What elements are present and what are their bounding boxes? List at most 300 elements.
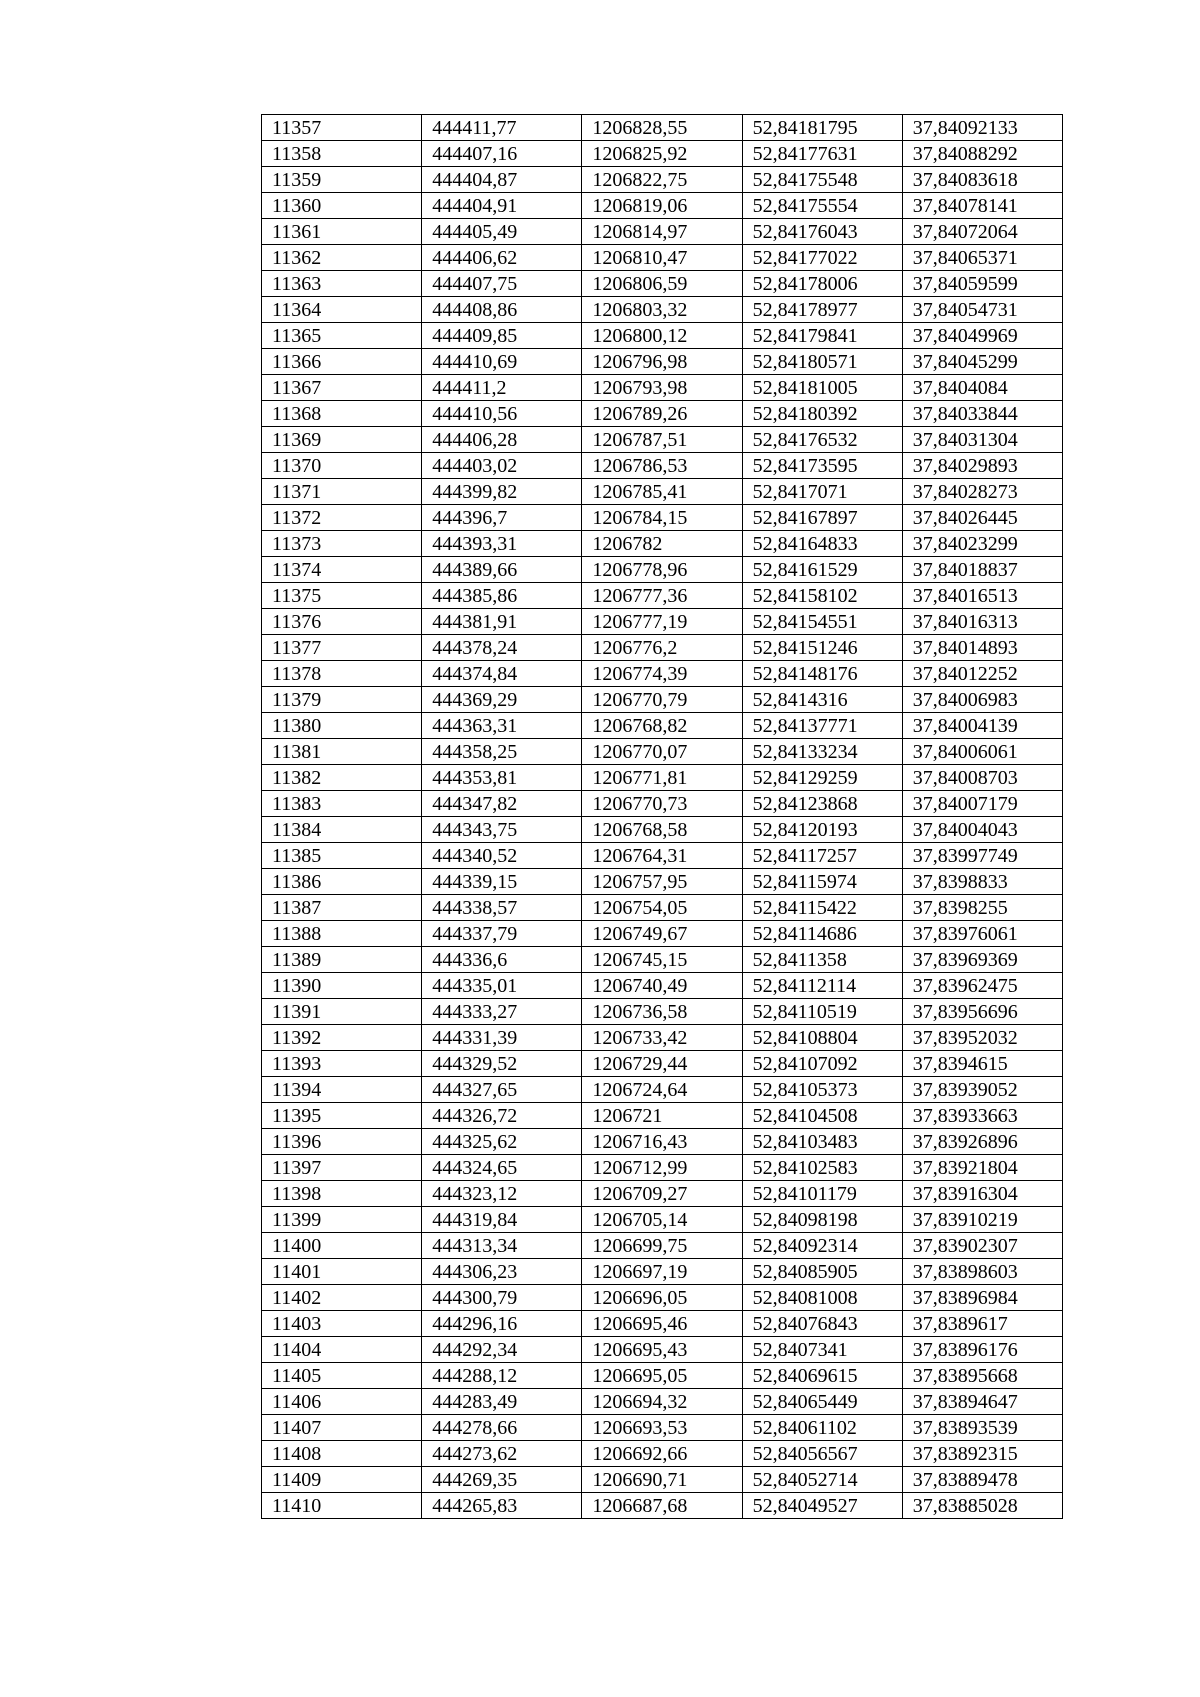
table-row	[262, 1285, 1063, 1311]
latitude-cell: 52,84065449	[742, 1389, 902, 1415]
point-number-cell: 11400	[262, 1233, 422, 1259]
x-coordinate-cell: 444313,34	[422, 1233, 582, 1259]
latitude-cell: 52,84115422	[742, 895, 902, 921]
x-coordinate-cell: 444278,66	[422, 1415, 582, 1441]
point-number-cell: 11366	[262, 349, 422, 375]
y-coordinate-cell: 1206777,36	[582, 583, 742, 609]
longitude-cell: 37,84018837	[902, 557, 1062, 583]
point-number-cell: 11360	[262, 193, 422, 219]
longitude-cell: 37,84049969	[902, 323, 1062, 349]
latitude-cell: 52,84092314	[742, 1233, 902, 1259]
latitude-cell: 52,84180392	[742, 401, 902, 427]
longitude-cell: 37,84004139	[902, 713, 1062, 739]
table-row	[262, 843, 1063, 869]
longitude-cell: 37,8398833	[902, 869, 1062, 895]
latitude-cell: 52,84098198	[742, 1207, 902, 1233]
table-row	[262, 1493, 1063, 1519]
latitude-cell: 52,84061102	[742, 1415, 902, 1441]
table-row	[262, 583, 1063, 609]
latitude-cell: 52,84137771	[742, 713, 902, 739]
x-coordinate-cell: 444369,29	[422, 687, 582, 713]
y-coordinate-cell: 1206776,2	[582, 635, 742, 661]
x-coordinate-cell: 444385,86	[422, 583, 582, 609]
longitude-cell: 37,84065371	[902, 245, 1062, 271]
x-coordinate-cell: 444319,84	[422, 1207, 582, 1233]
y-coordinate-cell: 1206692,66	[582, 1441, 742, 1467]
y-coordinate-cell: 1206764,31	[582, 843, 742, 869]
x-coordinate-cell: 444269,35	[422, 1467, 582, 1493]
coordinates-table	[261, 114, 1063, 1519]
x-coordinate-cell: 444324,65	[422, 1155, 582, 1181]
longitude-cell: 37,83939052	[902, 1077, 1062, 1103]
longitude-cell: 37,8389617	[902, 1311, 1062, 1337]
y-coordinate-cell: 1206757,95	[582, 869, 742, 895]
latitude-cell: 52,84178006	[742, 271, 902, 297]
longitude-cell: 37,83910219	[902, 1207, 1062, 1233]
x-coordinate-cell: 444336,6	[422, 947, 582, 973]
table-row	[262, 1415, 1063, 1441]
y-coordinate-cell: 1206699,75	[582, 1233, 742, 1259]
latitude-cell: 52,84117257	[742, 843, 902, 869]
point-number-cell: 11372	[262, 505, 422, 531]
x-coordinate-cell: 444396,7	[422, 505, 582, 531]
x-coordinate-cell: 444333,27	[422, 999, 582, 1025]
point-number-cell: 11358	[262, 141, 422, 167]
point-number-cell: 11395	[262, 1103, 422, 1129]
y-coordinate-cell: 1206721	[582, 1103, 742, 1129]
y-coordinate-cell: 1206712,99	[582, 1155, 742, 1181]
latitude-cell: 52,84110519	[742, 999, 902, 1025]
x-coordinate-cell: 444306,23	[422, 1259, 582, 1285]
point-number-cell: 11393	[262, 1051, 422, 1077]
table-row	[262, 1337, 1063, 1363]
longitude-cell: 37,83962475	[902, 973, 1062, 999]
x-coordinate-cell: 444273,62	[422, 1441, 582, 1467]
table-row	[262, 947, 1063, 973]
longitude-cell: 37,84016513	[902, 583, 1062, 609]
longitude-cell: 37,83933663	[902, 1103, 1062, 1129]
x-coordinate-cell: 444399,82	[422, 479, 582, 505]
y-coordinate-cell: 1206819,06	[582, 193, 742, 219]
longitude-cell: 37,83896176	[902, 1337, 1062, 1363]
y-coordinate-cell: 1206736,58	[582, 999, 742, 1025]
latitude-cell: 52,84180571	[742, 349, 902, 375]
latitude-cell: 52,84177022	[742, 245, 902, 271]
x-coordinate-cell: 444404,87	[422, 167, 582, 193]
x-coordinate-cell: 444296,16	[422, 1311, 582, 1337]
x-coordinate-cell: 444325,62	[422, 1129, 582, 1155]
latitude-cell: 52,84114686	[742, 921, 902, 947]
longitude-cell: 37,84031304	[902, 427, 1062, 453]
point-number-cell: 11407	[262, 1415, 422, 1441]
latitude-cell: 52,8407341	[742, 1337, 902, 1363]
y-coordinate-cell: 1206796,98	[582, 349, 742, 375]
y-coordinate-cell: 1206777,19	[582, 609, 742, 635]
table-row	[262, 323, 1063, 349]
table-row	[262, 297, 1063, 323]
longitude-cell: 37,83926896	[902, 1129, 1062, 1155]
latitude-cell: 52,8417071	[742, 479, 902, 505]
point-number-cell: 11396	[262, 1129, 422, 1155]
y-coordinate-cell: 1206768,82	[582, 713, 742, 739]
point-number-cell: 11390	[262, 973, 422, 999]
x-coordinate-cell: 444340,52	[422, 843, 582, 869]
latitude-cell: 52,84115974	[742, 869, 902, 895]
y-coordinate-cell: 1206770,73	[582, 791, 742, 817]
y-coordinate-cell: 1206787,51	[582, 427, 742, 453]
y-coordinate-cell: 1206789,26	[582, 401, 742, 427]
x-coordinate-cell: 444411,2	[422, 375, 582, 401]
table-row	[262, 1363, 1063, 1389]
x-coordinate-cell: 444343,75	[422, 817, 582, 843]
table-row	[262, 635, 1063, 661]
latitude-cell: 52,84108804	[742, 1025, 902, 1051]
longitude-cell: 37,83896984	[902, 1285, 1062, 1311]
table-row	[262, 713, 1063, 739]
table-row	[262, 1467, 1063, 1493]
table-row	[262, 1181, 1063, 1207]
longitude-cell: 37,83893539	[902, 1415, 1062, 1441]
table-row	[262, 687, 1063, 713]
x-coordinate-cell: 444353,81	[422, 765, 582, 791]
y-coordinate-cell: 1206770,07	[582, 739, 742, 765]
longitude-cell: 37,83976061	[902, 921, 1062, 947]
table-row	[262, 1259, 1063, 1285]
longitude-cell: 37,84033844	[902, 401, 1062, 427]
table-row	[262, 791, 1063, 817]
point-number-cell: 11392	[262, 1025, 422, 1051]
coordinates-table-body	[262, 115, 1063, 1519]
point-number-cell: 11363	[262, 271, 422, 297]
latitude-cell: 52,84120193	[742, 817, 902, 843]
y-coordinate-cell: 1206740,49	[582, 973, 742, 999]
point-number-cell: 11359	[262, 167, 422, 193]
longitude-cell: 37,83916304	[902, 1181, 1062, 1207]
latitude-cell: 52,84158102	[742, 583, 902, 609]
table-row	[262, 1025, 1063, 1051]
latitude-cell: 52,84101179	[742, 1181, 902, 1207]
point-number-cell: 11371	[262, 479, 422, 505]
table-row	[262, 453, 1063, 479]
table-row	[262, 895, 1063, 921]
point-number-cell: 11406	[262, 1389, 422, 1415]
x-coordinate-cell: 444410,56	[422, 401, 582, 427]
latitude-cell: 52,84173595	[742, 453, 902, 479]
longitude-cell: 37,83894647	[902, 1389, 1062, 1415]
point-number-cell: 11408	[262, 1441, 422, 1467]
x-coordinate-cell: 444407,75	[422, 271, 582, 297]
point-number-cell: 11388	[262, 921, 422, 947]
longitude-cell: 37,84004043	[902, 817, 1062, 843]
x-coordinate-cell: 444288,12	[422, 1363, 582, 1389]
table-row	[262, 141, 1063, 167]
longitude-cell: 37,83997749	[902, 843, 1062, 869]
latitude-cell: 52,84148176	[742, 661, 902, 687]
table-row	[262, 245, 1063, 271]
x-coordinate-cell: 444338,57	[422, 895, 582, 921]
longitude-cell: 37,83969369	[902, 947, 1062, 973]
table-row	[262, 1389, 1063, 1415]
longitude-cell: 37,8398255	[902, 895, 1062, 921]
latitude-cell: 52,84104508	[742, 1103, 902, 1129]
point-number-cell: 11379	[262, 687, 422, 713]
latitude-cell: 52,84102583	[742, 1155, 902, 1181]
table-row	[262, 505, 1063, 531]
y-coordinate-cell: 1206786,53	[582, 453, 742, 479]
longitude-cell: 37,83921804	[902, 1155, 1062, 1181]
x-coordinate-cell: 444374,84	[422, 661, 582, 687]
longitude-cell: 37,83902307	[902, 1233, 1062, 1259]
latitude-cell: 52,84176043	[742, 219, 902, 245]
longitude-cell: 37,84012252	[902, 661, 1062, 687]
table-row	[262, 349, 1063, 375]
point-number-cell: 11380	[262, 713, 422, 739]
x-coordinate-cell: 444411,77	[422, 115, 582, 141]
latitude-cell: 52,84175548	[742, 167, 902, 193]
y-coordinate-cell: 1206716,43	[582, 1129, 742, 1155]
table-row	[262, 1051, 1063, 1077]
point-number-cell: 11394	[262, 1077, 422, 1103]
longitude-cell: 37,83892315	[902, 1441, 1062, 1467]
latitude-cell: 52,84052714	[742, 1467, 902, 1493]
point-number-cell: 11369	[262, 427, 422, 453]
longitude-cell: 37,83898603	[902, 1259, 1062, 1285]
point-number-cell: 11368	[262, 401, 422, 427]
point-number-cell: 11402	[262, 1285, 422, 1311]
latitude-cell: 52,84181795	[742, 115, 902, 141]
x-coordinate-cell: 444292,34	[422, 1337, 582, 1363]
table-row	[262, 401, 1063, 427]
longitude-cell: 37,84026445	[902, 505, 1062, 531]
longitude-cell: 37,84083618	[902, 167, 1062, 193]
y-coordinate-cell: 1206806,59	[582, 271, 742, 297]
point-number-cell: 11410	[262, 1493, 422, 1519]
table-row	[262, 531, 1063, 557]
x-coordinate-cell: 444363,31	[422, 713, 582, 739]
longitude-cell: 37,84023299	[902, 531, 1062, 557]
latitude-cell: 52,84176532	[742, 427, 902, 453]
x-coordinate-cell: 444408,86	[422, 297, 582, 323]
y-coordinate-cell: 1206782	[582, 531, 742, 557]
y-coordinate-cell: 1206745,15	[582, 947, 742, 973]
y-coordinate-cell: 1206785,41	[582, 479, 742, 505]
point-number-cell: 11409	[262, 1467, 422, 1493]
x-coordinate-cell: 444326,72	[422, 1103, 582, 1129]
point-number-cell: 11357	[262, 115, 422, 141]
table-row	[262, 1233, 1063, 1259]
point-number-cell: 11398	[262, 1181, 422, 1207]
y-coordinate-cell: 1206784,15	[582, 505, 742, 531]
x-coordinate-cell: 444323,12	[422, 1181, 582, 1207]
point-number-cell: 11386	[262, 869, 422, 895]
table-row	[262, 817, 1063, 843]
point-number-cell: 11361	[262, 219, 422, 245]
table-row	[262, 739, 1063, 765]
latitude-cell: 52,84103483	[742, 1129, 902, 1155]
y-coordinate-cell: 1206771,81	[582, 765, 742, 791]
y-coordinate-cell: 1206690,71	[582, 1467, 742, 1493]
table-row	[262, 609, 1063, 635]
table-row	[262, 219, 1063, 245]
latitude-cell: 52,84112114	[742, 973, 902, 999]
longitude-cell: 37,83889478	[902, 1467, 1062, 1493]
y-coordinate-cell: 1206822,75	[582, 167, 742, 193]
table-row	[262, 921, 1063, 947]
x-coordinate-cell: 444337,79	[422, 921, 582, 947]
longitude-cell: 37,83952032	[902, 1025, 1062, 1051]
x-coordinate-cell: 444389,66	[422, 557, 582, 583]
x-coordinate-cell: 444410,69	[422, 349, 582, 375]
latitude-cell: 52,84076843	[742, 1311, 902, 1337]
table-row	[262, 999, 1063, 1025]
table-row	[262, 1311, 1063, 1337]
latitude-cell: 52,84123868	[742, 791, 902, 817]
latitude-cell: 52,84181005	[742, 375, 902, 401]
latitude-cell: 52,84151246	[742, 635, 902, 661]
table-row	[262, 427, 1063, 453]
longitude-cell: 37,84072064	[902, 219, 1062, 245]
table-row	[262, 271, 1063, 297]
y-coordinate-cell: 1206828,55	[582, 115, 742, 141]
point-number-cell: 11405	[262, 1363, 422, 1389]
longitude-cell: 37,84014893	[902, 635, 1062, 661]
y-coordinate-cell: 1206696,05	[582, 1285, 742, 1311]
point-number-cell: 11387	[262, 895, 422, 921]
longitude-cell: 37,8404084	[902, 375, 1062, 401]
longitude-cell: 37,84078141	[902, 193, 1062, 219]
point-number-cell: 11397	[262, 1155, 422, 1181]
table-row	[262, 973, 1063, 999]
y-coordinate-cell: 1206733,42	[582, 1025, 742, 1051]
x-coordinate-cell: 444403,02	[422, 453, 582, 479]
y-coordinate-cell: 1206768,58	[582, 817, 742, 843]
latitude-cell: 52,84069615	[742, 1363, 902, 1389]
table-row	[262, 1103, 1063, 1129]
longitude-cell: 37,8394615	[902, 1051, 1062, 1077]
table-row	[262, 1441, 1063, 1467]
y-coordinate-cell: 1206697,19	[582, 1259, 742, 1285]
y-coordinate-cell: 1206709,27	[582, 1181, 742, 1207]
latitude-cell: 52,84129259	[742, 765, 902, 791]
y-coordinate-cell: 1206770,79	[582, 687, 742, 713]
longitude-cell: 37,84016313	[902, 609, 1062, 635]
longitude-cell: 37,84006983	[902, 687, 1062, 713]
x-coordinate-cell: 444393,31	[422, 531, 582, 557]
y-coordinate-cell: 1206693,53	[582, 1415, 742, 1441]
table-row	[262, 869, 1063, 895]
latitude-cell: 52,84107092	[742, 1051, 902, 1077]
point-number-cell: 11384	[262, 817, 422, 843]
latitude-cell: 52,8414316	[742, 687, 902, 713]
latitude-cell: 52,84056567	[742, 1441, 902, 1467]
x-coordinate-cell: 444406,62	[422, 245, 582, 271]
x-coordinate-cell: 444329,52	[422, 1051, 582, 1077]
y-coordinate-cell: 1206778,96	[582, 557, 742, 583]
y-coordinate-cell: 1206825,92	[582, 141, 742, 167]
point-number-cell: 11378	[262, 661, 422, 687]
latitude-cell: 52,84161529	[742, 557, 902, 583]
point-number-cell: 11370	[262, 453, 422, 479]
table-row	[262, 557, 1063, 583]
x-coordinate-cell: 444347,82	[422, 791, 582, 817]
point-number-cell: 11404	[262, 1337, 422, 1363]
x-coordinate-cell: 444335,01	[422, 973, 582, 999]
y-coordinate-cell: 1206695,05	[582, 1363, 742, 1389]
x-coordinate-cell: 444404,91	[422, 193, 582, 219]
y-coordinate-cell: 1206803,32	[582, 297, 742, 323]
longitude-cell: 37,84007179	[902, 791, 1062, 817]
table-row	[262, 1129, 1063, 1155]
y-coordinate-cell: 1206687,68	[582, 1493, 742, 1519]
table-row	[262, 661, 1063, 687]
longitude-cell: 37,83885028	[902, 1493, 1062, 1519]
point-number-cell: 11375	[262, 583, 422, 609]
y-coordinate-cell: 1206800,12	[582, 323, 742, 349]
latitude-cell: 52,84105373	[742, 1077, 902, 1103]
x-coordinate-cell: 444381,91	[422, 609, 582, 635]
latitude-cell: 52,84081008	[742, 1285, 902, 1311]
point-number-cell: 11373	[262, 531, 422, 557]
table-row	[262, 193, 1063, 219]
table-row	[262, 1155, 1063, 1181]
y-coordinate-cell: 1206694,32	[582, 1389, 742, 1415]
point-number-cell: 11367	[262, 375, 422, 401]
point-number-cell: 11365	[262, 323, 422, 349]
y-coordinate-cell: 1206774,39	[582, 661, 742, 687]
x-coordinate-cell: 444331,39	[422, 1025, 582, 1051]
latitude-cell: 52,84178977	[742, 297, 902, 323]
y-coordinate-cell: 1206695,46	[582, 1311, 742, 1337]
latitude-cell: 52,84164833	[742, 531, 902, 557]
table-row	[262, 1077, 1063, 1103]
longitude-cell: 37,84006061	[902, 739, 1062, 765]
y-coordinate-cell: 1206749,67	[582, 921, 742, 947]
longitude-cell: 37,84088292	[902, 141, 1062, 167]
x-coordinate-cell: 444378,24	[422, 635, 582, 661]
x-coordinate-cell: 444409,85	[422, 323, 582, 349]
point-number-cell: 11362	[262, 245, 422, 271]
longitude-cell: 37,84029893	[902, 453, 1062, 479]
x-coordinate-cell: 444283,49	[422, 1389, 582, 1415]
latitude-cell: 52,84085905	[742, 1259, 902, 1285]
point-number-cell: 11382	[262, 765, 422, 791]
y-coordinate-cell: 1206729,44	[582, 1051, 742, 1077]
point-number-cell: 11377	[262, 635, 422, 661]
latitude-cell: 52,8411358	[742, 947, 902, 973]
table-row	[262, 167, 1063, 193]
y-coordinate-cell: 1206793,98	[582, 375, 742, 401]
longitude-cell: 37,83895668	[902, 1363, 1062, 1389]
x-coordinate-cell: 444407,16	[422, 141, 582, 167]
latitude-cell: 52,84177631	[742, 141, 902, 167]
y-coordinate-cell: 1206754,05	[582, 895, 742, 921]
latitude-cell: 52,84179841	[742, 323, 902, 349]
y-coordinate-cell: 1206695,43	[582, 1337, 742, 1363]
latitude-cell: 52,84175554	[742, 193, 902, 219]
point-number-cell: 11374	[262, 557, 422, 583]
y-coordinate-cell: 1206814,97	[582, 219, 742, 245]
point-number-cell: 11383	[262, 791, 422, 817]
point-number-cell: 11376	[262, 609, 422, 635]
longitude-cell: 37,84092133	[902, 115, 1062, 141]
point-number-cell: 11385	[262, 843, 422, 869]
longitude-cell: 37,84054731	[902, 297, 1062, 323]
point-number-cell: 11401	[262, 1259, 422, 1285]
latitude-cell: 52,84049527	[742, 1493, 902, 1519]
table-row	[262, 115, 1063, 141]
x-coordinate-cell: 444406,28	[422, 427, 582, 453]
longitude-cell: 37,84008703	[902, 765, 1062, 791]
